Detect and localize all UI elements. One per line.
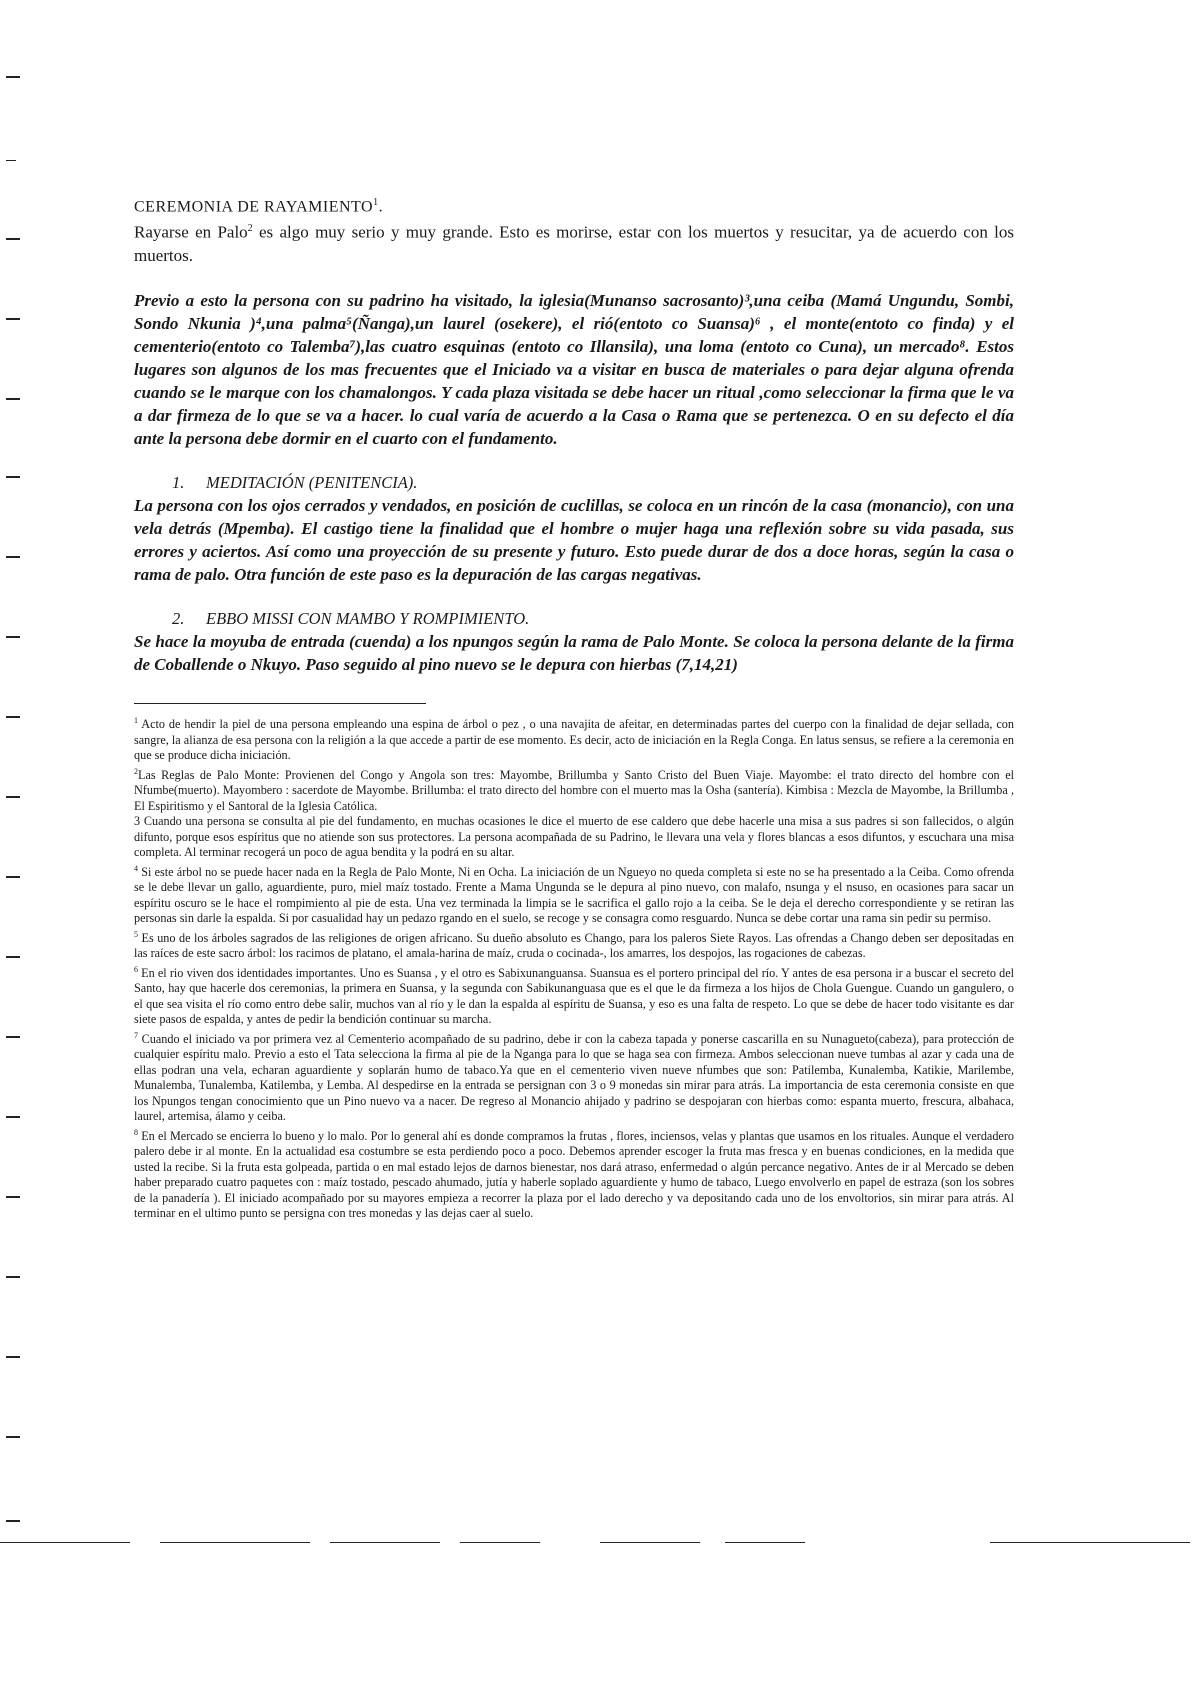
footnote: $^2$Las Reglas de Palo Monte: Provienen del Congo y Angola son tres: Mayombe, Brillumba y Santo Cristo del Buen Viaje. Mayombe: el trato directo del hombre con el Nfumbe(muerto). Mayombero : sacerdote de Mayombe. Brillumba: el trato directo del hombre con el muerto mas la Osha (santería). Kimbisa : Mezcla de Mayombe, la Brillumba , El Espiritismo y el Santoral de la Iglesia Católica. <box>134 766 1014 813</box>
margin-mark <box>6 238 20 240</box>
previo-paragraph: Previo a esto la persona con su padrino ha visitado, la iglesia(Munanso sacrosanto)³,una ceiba (Mamá Ungundu, Sombi, Sondo Nkunia )⁴,una palma⁵(Ñanga),un laurel (osekere), el rió(entoto co Suansa)⁶ , el monte(entoto co finda) y el cementerio(entoto co Talemba⁷),las cuatro esquinas (entoto co Illansila), una loma (entoto co Cuna), un mercado⁸. Estos lugares son algunos de los mas frecuentes que el Iniciado va a visitar en busca de materiales o para dejar alguna ofrenda cuando se le marque con los chamalongos. Y cada plaza visitada se debe hacer un ritual ,como seleccionar la firma que le va a dar firmeza de lo que se va a hacer. lo cual varía de acuerdo a la Casa o Rama que se pertenezca. O en su defecto el día ante la persona debe dormir en el cuarto con el fundamento. <box>134 290 1014 448</box>
margin-mark <box>6 876 20 878</box>
section-heading-1: 1. MEDITACIÓN (PENITENCIA). <box>172 472 418 492</box>
scan-line <box>460 1542 540 1543</box>
footnotes <box>134 713 1014 1222</box>
footnote: $^1$ Acto de hendir la piel de una persona empleando una espina de árbol o pez , o una navajita de afeitar, en determinadas partes del cuerpo con la finalidad de dejar sellada, con sangre, la alianza de esa persona con la religión a la que accede a partir de ese momento. Es decir, acto de iniciación en la Regla Conga. En latus sensus, se refiere a la ceremonia en que se produce dicha iniciación. <box>134 715 1014 763</box>
margin-mark <box>6 1520 20 1522</box>
margin-mark <box>6 556 20 558</box>
footnote: $^6$ En el rio viven dos identidades importantes. Uno es Suansa , y el otro es Sabixunanguansa. Suansua es el portero principal del río. Y antes de esa persona ir a buscar el secreto del Santo, hay que hacerle dos ceremonias, la primera en Suansa, y la segunda con Sabikunanguasa que es el que le da firmeza a los hijos de Chola Guengue. Cuando un gangulero, o el que sea visita el río como entro debe salir, muchos van al río y le dan la espalda al espíritu de Suansa, y eso es una falta de respeto. Lo que se debe de hacer todo visitante es dar siete pasos de espalda, y antes de pedir la bendición continuar su marcha. <box>134 964 1014 1027</box>
section-text-1: La persona con los ojos cerrados y vendados, en posición de cuclillas, se coloca en un rincón de la casa (monancio), con una vela detrás (Mpemba). El castigo tiene la finalidad que el hombre o mujer haga una reflexión sobre su vida pasada, sus errores y aciertos. Así como una proyección de su presente y futuro. Esto puede durar de dos a doce horas, según la casa o rama de palo. Otra función de este paso es la depuración de las cargas negativas. <box>134 495 1014 584</box>
margin-mark <box>6 716 20 718</box>
scan-line <box>990 1542 1190 1543</box>
margin-mark <box>6 1116 20 1118</box>
scan-line <box>330 1542 440 1543</box>
scan-line <box>600 1542 700 1543</box>
margin-mark <box>6 476 20 478</box>
margin-mark <box>6 636 20 638</box>
margin-mark <box>6 956 20 958</box>
margin-mark <box>6 1356 20 1358</box>
margin-mark <box>6 398 20 400</box>
document-title: CEREMONIA DE RAYAMIENTO$^1$. <box>134 197 384 216</box>
document-body <box>134 193 1014 1222</box>
section-heading-2: 2. EBBO MISSI CON MAMBO Y ROMPIMIENTO. <box>172 608 530 628</box>
margin-mark <box>6 1276 20 1278</box>
footnote: $^7$ Cuando el iniciado va por primera vez al Cementerio acompañado de su padrino, debe ir con la cabeza tapada y ponerse cascarilla en su Nunagueto(cabeza), para protección de cualquier espíritu malo. Previo a esto el Tata selecciona la firma al pie de la Nganga para lo que se haga sea con firmeza. Ambos seleccionan nueve tumbas al azar y cada una de ellas podran una vela, echaran aguardiente y soplarán humo de tabaco.Ya que en el cementerio viven nueve nfumbes que son: Patilemba, Kunalemba, Katikie, Marilembe, Munalemba, Tunalemba, Katilemba, y Lemba. Al despedirse en la entrada se persignan con 3 o 9 monedas sin mirar para atrás. La importancia de esta ceremonia consiste en que los Npungos tengan conocimiento que un Pino nuevo va a nacer. De regreso al Monancio ahijado y padrino se despojaran con hierbas como: espanta muerto, frescura, albahaca, laurel, artemisa, álamo y ceiba. <box>134 1030 1014 1124</box>
footnote: $^5$ Es uno de los árboles sagrados de las religiones de origen africano. Su dueño absoluto es Chango, para los paleros Siete Rayos. Las ofrendas a Chango deben ser depositadas en las raíces de este sacro árbol: los racimos de platano, el amala-harina de maíz, cruda o cocinada-, los amarres, los despojos, las rogaciones de cabezas. <box>134 929 1014 961</box>
margin-mark <box>6 1036 20 1038</box>
scan-line <box>725 1542 805 1543</box>
margin-mark <box>6 1196 20 1198</box>
scan-line <box>0 1542 130 1543</box>
margin-mark <box>6 160 16 161</box>
footnote: $^8$ En el Mercado se encierra lo bueno y lo malo. Por lo general ahí es donde compramos la frutas , flores, inciensos, velas y plantas que usamos en los rituales. Aunque el verdadero palero debe ir al monte. En la actualidad esa costumbre se esta perdiendo poco a poco. Debemos aprender escoger la fruta mas fresca y en buenas condiciones, en la medida que usted la recibe. Si la fruta esta golpeada, partida o en mal estado lejos de darnos bienestar, nos dará atraso, enfermedad o algún percance negativo. Antes de ir al Mercado se deben haber preparado cuatro paquetes con : maíz tostado, pescado ahumado, jutía y haberle soplado aguardiente y humo de tabaco, Luego envolverlo en papel de estraza (son los sobres de la panadería ). El iniciado acompañado por su mayores empieza a recorrer la plaza por el lado derecho y va depositando cada uno de los envoltorios, sin mirar para atrás. Al terminar en el ultimo punto se persigna con tres monedas y las dejas caer al suelo. <box>134 1127 1014 1221</box>
section-text-2: Se hace la moyuba de entrada (cuenda) a los npungos según la rama de Palo Monte. Se coloca la persona delante de la firma de Coballende o Nkuyo. Paso seguido al pino nuevo se le depura con hierbas (7,14,21) <box>134 631 1014 674</box>
scan-line <box>160 1542 310 1543</box>
margin-mark <box>6 796 20 798</box>
intro-paragraph: Rayarse en Palo$^2$ es algo muy serio y muy grande. Esto es morirse, estar con los muertos y resucitar, ya de acuerdo con los muertos. <box>134 222 1014 265</box>
footnote: $^4$ Si este árbol no se puede hacer nada en la Regla de Palo Monte, Ni en Ocha. La iniciación de un Ngueyo no queda completa si este no se ha presentado a la Ceiba. Como ofrenda se le debe llevar un gallo, aguardiente, puro, miel maíz tostado. Frente a Mama Ungunda se le depura al pino nuevo, con malafo, nsunga y el nsuso, en ocasiones para sacar un espíritu oscuro se le hace el rompimiento al pie de esta. Una vez terminada la limpia se le sacrifica el gallo rojo a la ceiba. Se le deja el derecho correspondiente y se retiran las personas sin darle la espalda. Si por casualidad hay un pedazo rgando en el suelo, se recoge y se consagra como resguardo. Nunca se debe cortar una rama sin pedir su permiso. <box>134 863 1014 926</box>
footnote-separator <box>134 703 426 704</box>
margin-mark <box>6 1436 20 1438</box>
footnote: 3 Cuando una persona se consulta al pie del fundamento, en muchas ocasiones le dice el muerto de ese caldero que debe hacerle una misa a sus padres si son fallecidos, o algún difunto, porque esos espíritus que no atiende son sus protectores. La persona acompañada de su Padrino, le llevara una vela y flores blancas a esos difuntos, y escuchara una misa completa. Al terminar recogerá un poco de agua bendita y la podrá en su altar. <box>134 814 1014 860</box>
margin-mark <box>6 318 20 320</box>
margin-mark <box>6 76 20 78</box>
